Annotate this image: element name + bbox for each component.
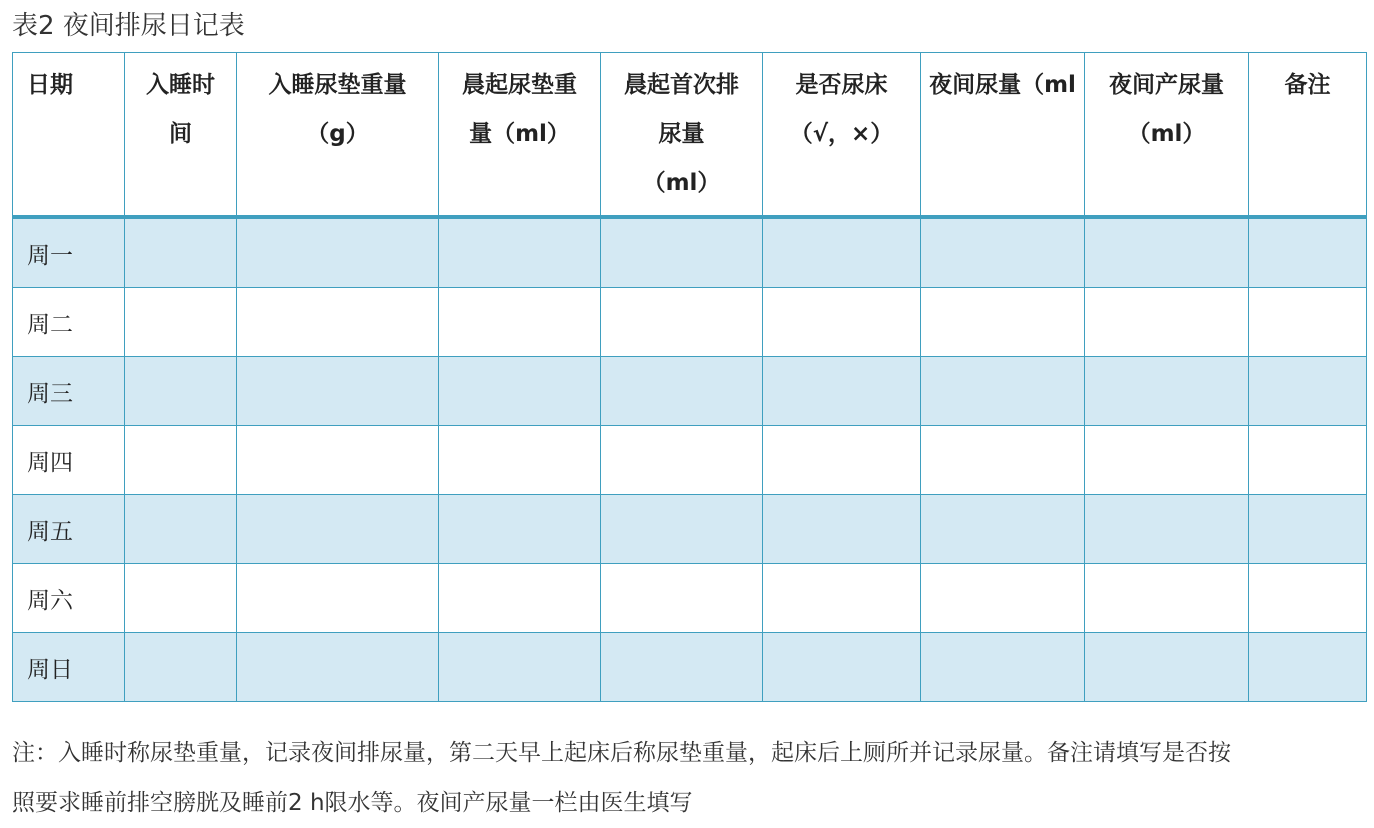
empty-entry-cell (125, 564, 237, 633)
header-date: 日期 (13, 53, 125, 218)
empty-entry-cell (763, 495, 921, 564)
empty-entry-cell (601, 357, 763, 426)
nocturia-diary-table (12, 52, 1367, 702)
empty-entry-cell (601, 426, 763, 495)
empty-entry-cell (1085, 288, 1249, 357)
empty-entry-cell (601, 288, 763, 357)
empty-entry-cell (921, 495, 1085, 564)
day-label: 周日 (13, 633, 125, 702)
empty-entry-cell (763, 633, 921, 702)
empty-entry-cell (125, 633, 237, 702)
empty-entry-cell (439, 357, 601, 426)
empty-entry-cell (1085, 357, 1249, 426)
day-label: 周三 (13, 357, 125, 426)
day-label: 周五 (13, 495, 125, 564)
empty-entry-cell (125, 357, 237, 426)
empty-entry-cell (237, 564, 439, 633)
empty-entry-cell (125, 426, 237, 495)
empty-entry-cell (1085, 495, 1249, 564)
table-row (13, 564, 1367, 633)
empty-entry-cell (439, 217, 601, 288)
empty-entry-cell (1249, 426, 1367, 495)
empty-entry-cell (439, 633, 601, 702)
empty-entry-cell (439, 564, 601, 633)
empty-entry-cell (439, 495, 601, 564)
table-row (13, 495, 1367, 564)
day-label: 周二 (13, 288, 125, 357)
empty-entry-cell (763, 426, 921, 495)
empty-entry-cell (1085, 426, 1249, 495)
empty-entry-cell (1085, 633, 1249, 702)
empty-entry-cell (601, 564, 763, 633)
header-bedwetting: 是否尿床 （√，×） (763, 53, 921, 218)
empty-entry-cell (1249, 357, 1367, 426)
empty-entry-cell (763, 564, 921, 633)
empty-entry-cell (1249, 217, 1367, 288)
empty-entry-cell (763, 217, 921, 288)
empty-entry-cell (125, 495, 237, 564)
header-nocturnal-urine-production: 夜间产尿量 （ml） (1085, 53, 1249, 218)
empty-entry-cell (921, 288, 1085, 357)
header-first-morning-void: 晨起首次排 尿量 （ml） (601, 53, 763, 218)
header-sleep-time: 入睡时 间 (125, 53, 237, 218)
header-morning-pad-weight: 晨起尿垫重 量（ml） (439, 53, 601, 218)
day-label: 周四 (13, 426, 125, 495)
table-caption: 表2 夜间排尿日记表 (12, 11, 245, 41)
empty-entry-cell (237, 217, 439, 288)
empty-entry-cell (237, 495, 439, 564)
table-row (13, 288, 1367, 357)
header-bedtime-pad-weight: 入睡尿垫重量 （g） (237, 53, 439, 218)
empty-entry-cell (439, 288, 601, 357)
footnote-line-1: 注：入睡时称尿垫重量，记录夜间排尿量，第二天早上起床后称尿垫重量，起床后上厕所并记录尿量。备注请填写是否按 (12, 740, 1231, 766)
empty-entry-cell (921, 426, 1085, 495)
empty-entry-cell (1249, 633, 1367, 702)
empty-entry-cell (439, 426, 601, 495)
table-row (13, 217, 1367, 288)
empty-entry-cell (763, 357, 921, 426)
empty-entry-cell (237, 426, 439, 495)
empty-entry-cell (921, 633, 1085, 702)
footnote (12, 728, 1362, 828)
day-label: 周一 (13, 217, 125, 288)
footnote-line-2: 照要求睡前排空膀胱及睡前2 h限水等。夜间产尿量一栏由医生填写 (12, 790, 693, 816)
table-row (13, 633, 1367, 702)
header-row (13, 53, 1367, 218)
empty-entry-cell (601, 495, 763, 564)
empty-entry-cell (601, 633, 763, 702)
empty-entry-cell (237, 357, 439, 426)
empty-entry-cell (601, 217, 763, 288)
empty-entry-cell (1249, 564, 1367, 633)
empty-entry-cell (921, 564, 1085, 633)
day-label: 周六 (13, 564, 125, 633)
table-row (13, 426, 1367, 495)
empty-entry-cell (1085, 564, 1249, 633)
empty-entry-cell (125, 288, 237, 357)
empty-entry-cell (125, 217, 237, 288)
empty-entry-cell (1249, 288, 1367, 357)
empty-entry-cell (1085, 217, 1249, 288)
header-remarks: 备注 (1249, 53, 1367, 218)
empty-entry-cell (237, 633, 439, 702)
empty-entry-cell (921, 217, 1085, 288)
empty-entry-cell (237, 288, 439, 357)
empty-entry-cell (763, 288, 921, 357)
table-row (13, 357, 1367, 426)
header-night-urine-volume: 夜间尿量（ml (921, 53, 1085, 218)
empty-entry-cell (921, 357, 1085, 426)
empty-entry-cell (1249, 495, 1367, 564)
